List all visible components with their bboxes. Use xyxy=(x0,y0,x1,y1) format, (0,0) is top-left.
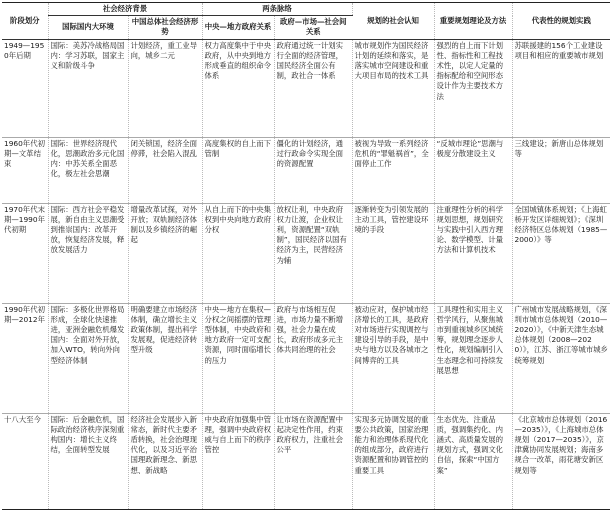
cell-practice: 《北京城市总体规划（2016—2035）》，《上海城市总体规划（2017—2035）》，京津冀协同发展规划；海南多规合一改革，雨花塘安新区规划等 xyxy=(514,414,608,475)
table-row xyxy=(2,39,610,137)
cell-central: 中央—地方在集权—分权之间摇摆的管理型体制，中央政府和地方政府一定可支配资源，同时面临增长的压力 xyxy=(202,303,274,413)
cell-theory: 强烈的自上而下计划性、指标性和工程技术性，以定人定量的指标配给和空间形态设计作为主要技术方法 xyxy=(434,39,512,137)
cell-theory: “反城市理论”思潮与极度分散建设主义 xyxy=(434,137,512,203)
planning-history-table xyxy=(2,2,610,496)
cell-cognition: 被视为导致一系列经济危机的“罪魁祸首”，全面停止工作 xyxy=(352,137,434,203)
cell-stage: 1990年代初期—2012年 xyxy=(2,303,48,413)
cell-practice: 苏联援建的156个工业建设项目和相应的重要城市规划 xyxy=(514,40,604,60)
table-row xyxy=(2,203,610,303)
subheader-china: 中国总体社会经济形势 xyxy=(128,16,202,39)
cell-intl: 国际：后金融危机，国际政治经济秩序深刻重构国内：增长主义终结，全面转型发展 xyxy=(48,413,128,509)
cell-theory: 注重理性分析的科学规划思想，规划研究与实践中引入西方理论、数学模型、计量方法和计算机技术 xyxy=(434,203,512,303)
cell-central: 中央政府加强集中管理，强调中央政府权威与自上而下的秩序管控 xyxy=(202,413,274,509)
cell-practice: 三线建设；新唐山总体规划等 xyxy=(514,138,604,158)
table-row xyxy=(2,303,610,413)
cell-stage: 十八大至今 xyxy=(2,413,48,509)
cell-theory: 工具理性和实用主义哲学风行，从聚焦城市到重视城乡区域统筹，规划理念逐步人性化，规划编制引入生态理念和可持续发展思想 xyxy=(434,303,512,413)
cell-china: 明确要建立市场经济体制，确立增长主义政策体制，提出科学发展观，促进经济转型升级 xyxy=(128,303,202,413)
cell-china: 经济社会发展步入新常态，新时代主要矛盾转换，社会治理现代化，以及习近平治国理政新理念、新思想、新战略 xyxy=(128,413,202,509)
table-row xyxy=(2,137,610,203)
cell-central: 从自上而下的中央集权到中央向地方政府分权 xyxy=(202,203,274,303)
cell-intl: 国际：多极化世界格局形成，全球化快速推进，亚洲金融危机爆发国内：全面对外开放，加入WTO，转向外向型经济体制 xyxy=(48,303,128,413)
cell-central: 高度集权的自上而下管制 xyxy=(202,137,274,203)
cell-intl: 国际：世界经济现代化，思潮政治多元化国内：中苏关系全面恶化，极左社会思潮 xyxy=(48,137,128,203)
cell-practice: 广州城市发展战略规划，《深圳市城市总体规划（2010—2020）》，《中新天津生态城总体规划（2008—2020）》，江苏、浙江等城市城乡统筹规划 xyxy=(514,304,608,365)
header-veins: 两条脉络 xyxy=(202,3,352,16)
cell-intl: 国际：西方社会平稳发展，新自由主义思潮受到推崇国内：改革开放，恢复经济发展，释放发展活力 xyxy=(48,203,128,303)
table xyxy=(2,2,610,510)
cell-gov-market: 让市场在资源配置中起决定性作用，约束政府权力，注重社会公平 xyxy=(274,413,352,509)
subheader-central: 中央—地方政府关系 xyxy=(202,16,274,39)
cell-gov-market: 政府通过统一计划实行全面的经济管理，国民经济全面公有制，政社合一体系 xyxy=(274,39,352,137)
cell-china: 计划经济，重工业导向，城乡二元 xyxy=(128,39,202,137)
subheader-intl: 国际国内大环境 xyxy=(48,16,128,39)
cell-cognition: 被动应对，保护城市经济增长的工具，是政府对市场进行实现调控与建设引导的手段，是中央与地方以及各城市之间博弈的工具 xyxy=(352,303,434,413)
header-practice: 代表性的规划实践 xyxy=(512,3,610,40)
cell-gov-market: 政府与市场相互促进，市场力量不断增强，社会力量在成长，政府形成多元主体共同治理的社会 xyxy=(274,303,352,413)
cell-stage: 1949—1950年后期 xyxy=(2,39,48,137)
cell-cognition: 逐渐转变为引领发展的主动工具，管控建设环境的手段 xyxy=(352,203,434,303)
cell-gov-market: 放权让利，中央政府权力让渡，企业权让利，资源配置“双轨制”，国民经济以国有经济为主，民营经济为辅 xyxy=(274,203,352,303)
cell-theory: 生态优先、注重品质，强调集约化、内涵式、高质量发展的规划方式，强调文化自信，探索“中国方案” xyxy=(434,413,512,509)
cell-stage: 1960年代初期—文革结束 xyxy=(2,137,48,203)
cell-stage: 1970年代末期—1990年代初期 xyxy=(2,203,48,303)
cell-central: 权力高度集中于中央政府，从中央到地方形成垂直的组织命令体系 xyxy=(202,39,274,137)
cell-cognition: 实现多元协调发展的重要公共政策，国家治理能力和治理体系现代化的组成部分，政府进行资源配置和协调管控的重要工具 xyxy=(352,413,434,509)
cell-practice: 全国城镇体系规划；《上海虹桥开发区详细规划》；《深圳经济特区总体规划（1985—2000）》等 xyxy=(514,204,608,245)
cell-intl: 国际：美苏冷战格局国内：学习苏联，国家主义和阶级斗争 xyxy=(48,39,128,137)
cell-china: 增量改革试探，对外开放；双轨制经济体制以及乡镇经济的崛起 xyxy=(128,203,202,303)
cell-china: 闭关锁国，经济全面停滞，社会陷入混乱 xyxy=(128,137,202,203)
cell-gov-market: 僵化的计划经济，通过行政命令实现全面的资源配置 xyxy=(274,137,352,203)
header-stage: 阶段划分 xyxy=(2,3,48,40)
subheader-gov-market: 政府—市场—社会间关系 xyxy=(274,16,352,39)
table-row xyxy=(2,413,610,509)
header-background: 社会经济背景 xyxy=(48,3,202,16)
header-theory: 重要规划理论及方法 xyxy=(434,3,512,40)
header-cognition: 规划的社会认知 xyxy=(352,3,434,40)
cell-cognition: 城市规划作为国民经济计划的延续和落实，是落实城市空间建设和重大项目布局的技术工具 xyxy=(352,39,434,137)
